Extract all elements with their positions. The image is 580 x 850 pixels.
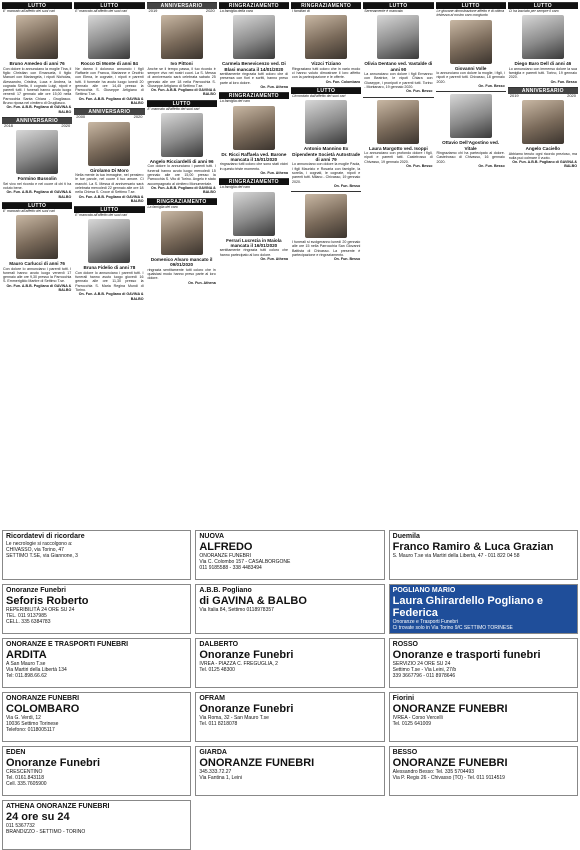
obituary-column [508, 2, 578, 524]
ad-line: Tel. 0125 48300 [199, 667, 235, 673]
funeral-home-ad [389, 638, 578, 688]
year-to: 2020 [133, 114, 143, 120]
funeral-home-signature: On. Fun. A.B.B. Pogliano di GAVINA & BALBO [512, 160, 577, 169]
ad-line: 10036 Settimo Torinese [6, 721, 59, 727]
obituary-notice [74, 2, 144, 105]
year-from: 2019 [148, 8, 158, 13]
ad-line: A San Mauro T.se [6, 661, 46, 667]
ad-line: Ricordatevi di ricordare [6, 533, 85, 540]
portrait-photo [161, 211, 203, 255]
funeral-home-signature: On. Fun. A.B.B. Pogliano di GAVINA & BALBO [78, 194, 144, 203]
notice-text: I funerali si svolgeranno lunedì 20 gennaio alle ore 15 nella Parrocchia San Giovanni Battista di Chivasso. La presente è partecipazione e ringraziamento. [292, 240, 361, 258]
ad-line: Telefono: 0118005117 [6, 727, 55, 733]
ad-line: CRESCENTINO [6, 769, 43, 775]
funeral-home-signature: On. Fun. A.B.B. Pogliano di GAVINA & BALBO [151, 88, 216, 97]
deceased-name: Bruna Fidelio di anni 78 [83, 265, 136, 271]
advertising-section [2, 530, 578, 835]
notice-intro: E' mancato all'affetto dei suoi cari [75, 9, 128, 13]
notice-intro: E' mancato all'affetto dei suoi cari [147, 106, 200, 111]
ad-line: Onoranze Funebri [199, 703, 294, 715]
obituary-notice [74, 206, 144, 301]
ad-line: Cell. 335.7605900 [6, 781, 47, 787]
obituary-column [363, 2, 433, 524]
funeral-home-ad [195, 746, 384, 796]
funeral-home-signature: On. Fun. Besso [478, 83, 505, 88]
deceased-name: Giovanni Volle [454, 65, 487, 71]
funeral-home-signature: On. Fun. A.B.B. Pogliano di GAVINA & BALBO [6, 190, 72, 199]
ad-line: REPERIBILITÀ 24 ORE SU 24 [6, 607, 75, 613]
obituary-notice [74, 108, 144, 203]
year-to: 2020 [205, 8, 215, 13]
ad-line: COLOMBARO [6, 703, 80, 715]
ad-line: ONORANZE FUNEBRI [6, 695, 80, 702]
ad-line: POGLIANO MARIO [392, 587, 456, 594]
funeral-home-ad [195, 692, 384, 742]
notice-header: LUTTO [74, 3, 144, 9]
funeral-home-signature: On. Fun. Besso [406, 89, 433, 94]
portrait-photo [305, 15, 347, 59]
funeral-home-signature: On. Fun. Athena [188, 280, 216, 285]
deceased-name: Olivia Dentano ved. Vastalde di anni 90 [364, 61, 433, 72]
ad-line: Ci trovate solo in Via Torino 9/C SETTIMO TORINESE [392, 625, 513, 631]
ad-line: Tel: 011.898.66.62 [6, 673, 47, 679]
ad-line: Via C. Colombo 157 - CASALBORGONE [199, 559, 291, 565]
ad-line: Via Italia 84, Settimo 0118978357 [199, 607, 274, 613]
deceased-name: Rocco Di Monte di anni 84 [80, 61, 138, 67]
obituary-notice [508, 87, 578, 169]
ad-line: Laura Ghirardello Pogliano e Federica [392, 595, 544, 619]
year-from: 2000 [76, 114, 86, 120]
obituary-notice [363, 2, 433, 94]
notice-intro: Circondato dall'affetto dei suoi cari [292, 93, 346, 98]
portrait-photo [450, 20, 492, 64]
ad-line: Tel. 0161.843118 [6, 775, 44, 781]
obituary-column [219, 2, 289, 524]
obituary-notice [291, 191, 361, 261]
notice-header: RINGRAZIAMENTO [147, 199, 217, 205]
notice-text: Con dolore lo annunciano i parenti tutti. I funerali hanno avuto luogo venerdì 17 gennaio alle ore 9,30 presso la Parrocchia S. Emmerigildo Martire di Settimo T.se. [3, 266, 72, 284]
ad-line: Via G. Verdi, 12 [6, 715, 41, 721]
funeral-home-signature: On. Fun. Besso [333, 257, 361, 262]
obituary-notice [436, 91, 506, 168]
portrait-photo [16, 215, 58, 259]
ad-line: ONORANZE FUNEBRI [392, 757, 508, 769]
obituary-notice [291, 2, 361, 84]
portrait-photo [522, 15, 564, 59]
anniversary-years [74, 115, 144, 119]
notice-text: Ringraziamo chi ha partecipato al dolore. Castelrosso di Chivasso, 16 gennaio 2020. [436, 151, 505, 164]
year-from: 2018 [4, 122, 13, 128]
notice-header: RINGRAZIAMENTO [291, 3, 361, 9]
ad-line: ONORANZE FUNEBRI [199, 553, 251, 559]
funeral-home-ad [389, 692, 578, 742]
deceased-name: Diego Baro Dell di anni 46 [514, 61, 572, 67]
ad-line: Onoranze e trasporti funebri [392, 649, 541, 661]
notice-intro: E' mancata all'affetto dei suoi cari [75, 213, 128, 218]
funeral-home-signature: On. Fun. A.B.B. Pogliano di GAVINA & BALBO [78, 292, 144, 301]
deceased-name: Girolamo Di Moro [90, 167, 129, 173]
notice-text: Abbiamo tenuto ogni ricordo prezioso, ma nulla può colmare il vuoto. [508, 151, 577, 160]
year-from: 2019 [509, 92, 519, 98]
deceased-name: Antonio Mannino Ex Dipendente Società Autostrade di anni 79 [292, 146, 361, 162]
ad-line: Onoranze Funebri [6, 757, 101, 769]
funeral-home-ad [195, 584, 384, 634]
notice-text: ringrazia sentitamente tutti coloro che in qualsiasi modo hanno preso parte al loro dolore. [147, 267, 216, 281]
ad-line: IVREA - PIAZZA C. FREGUGLIA, 2 [199, 661, 278, 667]
ad-line: Onoranze Funebri [6, 587, 66, 594]
deceased-name: Ferrari Lucrezia in Maiola mancata il 16/01/2020 [226, 237, 282, 248]
funeral-home-signature: On. Fun. Athena [260, 171, 288, 175]
ad-line: DALBERTO [199, 641, 239, 648]
notice-header: ANNIVERSARIO [147, 3, 217, 9]
portrait-photo [377, 15, 419, 59]
ad-line: Via Martiri della Libertà 134 [6, 667, 67, 673]
year-to: 2020 [61, 122, 71, 128]
notice-intro: Le giovane dimostrazione affetto è di ottima tristezza al nostro caro congiunto [436, 9, 505, 18]
notice-header: LUTTO [508, 3, 578, 9]
ad-line: ONORANZE E TRASPORTI FUNEBRI [6, 641, 129, 648]
deceased-name: Formino Bussolin [17, 176, 57, 182]
funeral-home-signature: On. Fun. Besso [406, 163, 433, 168]
notice-text: lo annunciano con dolore la moglie, i figli, i nipoti e parenti tutti. Chivasso, 18 gennaio 2020. [436, 71, 505, 84]
portrait-photo [233, 15, 275, 59]
notice-text: Anche se il tempo passa, il tuo ricordo è sempre vivo nei nostri cuori. La S. Messa di anniversario sarà celebrata sabato 25 gennaio alle ore 18 nella Parrocchia S. Giuseppe Artigiano di Settimo T.se. [147, 66, 216, 88]
funeral-home-signature: On. Fun. Colombaro [325, 79, 361, 84]
anniversary-years [147, 9, 217, 13]
notice-header: LUTTO [74, 207, 144, 213]
portrait-photo [377, 100, 419, 144]
funeral-home-ad [389, 746, 578, 796]
ad-line: TEL. 011 9137985 [6, 613, 47, 619]
ad-line: ALFREDO [199, 541, 253, 553]
obituary-notice [219, 2, 289, 89]
notice-intro: La famiglia del caro [219, 185, 251, 190]
ad-line: 011 9185588 - 338 4483494 [199, 565, 262, 571]
deceased-name: Vizzci Tiziano [311, 61, 341, 67]
notice-intro: La famiglia del caro [219, 99, 251, 104]
notice-text: ringraziano tutti coloro che sono stati vicini in questo triste momento. [219, 162, 288, 171]
obituary-notice [508, 2, 578, 84]
ad-line: Alessandro Besso: Tel. 335 5704493 [392, 769, 475, 775]
notice-text: La annunciano con dolore i figli Ermanno con Beatrice, le nipoti Chiara con Giuseppe, i pronipoti e parenti tutti. Torino - Montanaro, 19 gennaio 2020. [364, 72, 433, 89]
notice-text: sentitamente ringrazia tutti coloro che di presenza con fiori e scritti, hanno preso parte al loro dolore. [219, 72, 288, 85]
ad-line: Via Fantina 1, Leini [199, 775, 243, 781]
obituary-column [291, 2, 361, 524]
ad-line: GIARDA [199, 749, 227, 756]
notice-header: LUTTO [363, 3, 433, 9]
ad-line: Settimo T.se - Via Leini, 27/b [392, 667, 457, 673]
ad-line: ATHENA ONORANZE FUNEBRI [6, 803, 110, 810]
deceased-name: Mauro Carlucci di anni 76 [9, 261, 65, 267]
ad-line: Via P. Regis 26 - Chivasso (TO) - Tel. 011 9114519 [392, 775, 505, 781]
funeral-home-signature: On. Fun. Athena [260, 257, 288, 261]
obituary-notice [291, 87, 361, 188]
notice-header: LUTTO [147, 101, 217, 107]
ad-line: IVREA - Corso Vercelli [392, 715, 443, 721]
notice-text: Lo annunciano con dolore la moglie Paola, i figli Maurizio e Rosaria con famiglie, la sorella, i cognati, le cognate, nipoti e parenti tutti. Milano - Chivasso, 19 gennaio 2020. [292, 162, 361, 184]
ad-line: Fiorini [392, 695, 415, 702]
ad-line: SERVIZIO 24 ORE SU 24 [392, 661, 451, 667]
notice-intro: Ci ha lasciato per sempre il caro [508, 9, 559, 13]
funeral-home-ad [2, 584, 191, 634]
funeral-home-ad [2, 638, 191, 688]
funeral-home-signature: On. Fun. A.B.B. Pogliano di GAVINA & BALBO [6, 105, 72, 114]
ad-line: ONORANZE FUNEBRI [199, 757, 315, 769]
obituary-column [2, 2, 72, 524]
ad-line: BESSO [392, 749, 418, 756]
notice-intro: La famiglia del caro [147, 204, 178, 209]
portrait-photo [305, 194, 347, 238]
ad-line: 011 5367732 [6, 823, 35, 829]
portrait-photo [16, 15, 58, 59]
obituary-notice [436, 2, 506, 88]
deceased-name: Domenico Alvaro mancato il 09/01/2020 [150, 256, 213, 268]
notice-text: Ringraziano tutti coloro che in vario modo ci hanno voluto dimostrare il loro affetto con la partecipazione e le offerte. [292, 66, 361, 80]
funeral-home-ad [195, 530, 384, 580]
ad-line: BRANDIZZO - SETTIMO - TORINO [6, 829, 86, 835]
notice-intro: Serenamente è mancata [364, 9, 403, 13]
notice-header: LUTTO [436, 3, 506, 9]
notice-header: LUTTO [2, 203, 72, 209]
obituary-notice [219, 92, 289, 175]
ad-line: Via Roma, 32 - San Mauro T.se [199, 715, 269, 721]
obituary-column [436, 2, 506, 524]
notice-header: ANNIVERSARIO [508, 88, 578, 94]
ad-line: Onoranze e Trasporti Funebri [392, 619, 458, 625]
deceased-name: Angelo Caciello [525, 146, 561, 152]
funeral-home-signature: On. Fun. Athena [260, 85, 288, 89]
notice-header: RINGRAZIAMENTO [219, 93, 289, 99]
notice-text: Ne danno il doloroso annuncio i figli Raffaele con Franca, Marianne e Onofrio con Elena, le cognate, i nipoti e parenti tutti. Il funerale ha avuto luogo lunedì 20 gennaio alle ore 14,45 presso la Parrocchia S. Giuseppe Artigiano di Settimo T.se. [75, 66, 144, 97]
funeral-home-ad [2, 746, 191, 796]
notice-text: Lo annunciano con profondo dolore i figli, nipoti e parenti tutti. Castelrosso di Chivasso, 19 gennaio 2020. [364, 151, 433, 164]
funeral-home-ad [2, 692, 191, 742]
funeral-home-ad [195, 638, 384, 688]
ad-line: ONORANZE FUNEBRI [392, 703, 508, 715]
deceased-name: Dr. Ricci Raffaela ved. Barone mancata il 15/01/2020 [221, 151, 287, 162]
ad-line: 339 3667796 - 011 8978646 [392, 673, 456, 679]
notice-text: sentitamente ringrazia tutti coloro che hanno partecipato al loro dolore. [219, 248, 288, 257]
funeral-home-signature: On. Fun. Besso [550, 79, 577, 84]
ad-line: Onoranze Funebri [199, 649, 294, 661]
notice-intro: E' mancato all'affetto dei suoi cari [3, 208, 55, 213]
obituary-notice [219, 178, 289, 261]
obituary-notice [2, 2, 72, 114]
ad-line: ROSSO [392, 641, 418, 648]
deceased-name: Ottavio Dell'Agostino ved. Vitale [442, 140, 500, 151]
obituary-column [74, 2, 144, 524]
ad-line: 345.333.72.27 [199, 769, 232, 775]
ad-line: Duemila [392, 533, 420, 540]
portrait-photo [305, 100, 347, 144]
funeral-home-ad [389, 584, 578, 634]
portrait-photo [16, 130, 58, 174]
obituary-notice [2, 117, 72, 199]
obituary-notice [147, 2, 217, 97]
ad-line: 24 ore su 24 [6, 811, 70, 823]
ad-line: S. Mauro T.se via Martiri della Libertà, 47 - 011 822 04 58 [392, 553, 520, 559]
notice-text: Con dolore lo annunciano la moglie Tina, il figlio Christian con Emanuela, il figlio Manuel con Mariangela, i nipoti Nicholas, Alessandro, Cristina, Luca e Andrea, la cognata Sirelta, il cognato Luigi, nipoti e parenti tutti. I funerali hanno avuto luogo venerdì 17 gennaio alle ore 15,00 nella Parrocchia Santa Chiara - Grugliasco. Bruno riposa nel cimitero di Grugliasco. [3, 66, 72, 106]
funeral-home-signature: On. Fun. Besso [478, 163, 505, 168]
notice-intro: La famiglia della cara [219, 9, 253, 13]
deceased-name: Angelo Ricciardelli di anni 96 [149, 159, 214, 165]
obituary-notice [147, 100, 217, 195]
ad-line: CELL. 335 6384783 [6, 619, 51, 625]
ad-line: Seforis Roberto [6, 595, 89, 607]
obituary-notice [363, 97, 433, 169]
ad-line: SETTIMO T.SE, via Giannone, 3 [6, 553, 78, 559]
portrait-photo [233, 192, 275, 236]
portrait-photo [88, 122, 130, 166]
notice-text: Sei vivo nel ricordo e nel cuore di chi ti ha voluto bene. [3, 181, 72, 190]
anniversary-years [2, 124, 72, 128]
ad-line: ARDITA [6, 649, 47, 661]
obituary-column [147, 2, 217, 524]
portrait-photo [88, 15, 130, 59]
funeral-home-signature: On. Fun. A.B.B. Pogliano di GAVINA & BALBO [151, 185, 216, 195]
obituary-grid [2, 2, 578, 524]
notice-text: Con dolore lo annunciano i parenti tutti. I funerali hanno avuto luogo mercoledì 15 gennaio alle ore 15,00 presso la Parrocchia S. Vito di Torino. Angelo è stato accompagnato al cimitero Monumentale. [147, 164, 216, 186]
funeral-home-signature: On. Fun. Besso [333, 183, 361, 188]
ad-line: Franco Ramiro & Luca Grazian [392, 541, 554, 553]
notice-header: LUTTO [2, 3, 72, 9]
funeral-home-ad [389, 530, 578, 580]
ad-line: NUOVA [199, 533, 225, 540]
ad-line: EDEN [6, 749, 26, 756]
deceased-name: Bruno Amedeo di anni 76 [9, 61, 65, 67]
portrait-photo [233, 106, 275, 150]
ad-line: Le necrologie si raccolgono a: [6, 541, 73, 547]
notice-intro: E' mancato all'affetto dei suoi cari [3, 9, 55, 13]
obituary-notice [2, 202, 72, 292]
ad-line: Tel. 0125 641009 [392, 721, 432, 727]
funeral-home-ad [2, 530, 191, 580]
deceased-name: Carmela Benevicenzo ved. Di Blasi mancata il 14/01/2020 [221, 61, 286, 72]
funeral-home-signature: On. Fun. A.B.B. Pogliano di GAVINA & BALBO [78, 96, 144, 106]
year-to: 2020 [567, 92, 576, 98]
ad-line: OFRAM [199, 695, 225, 702]
portrait-photo [161, 15, 203, 59]
deceased-name: Laura Margotto ved. Isoppi [369, 145, 428, 151]
notice-intro: I familiari di [292, 9, 310, 13]
ad-line: A.B.B. Pogliano [199, 587, 252, 594]
notice-text: Con dolore lo annunciano i parenti tutti. I funerali hanno avuto luogo giovedì 16 gennaio alle ore 11,30 presso la Parrocchia S. Maria Regina Mundi di Torino. [75, 270, 144, 293]
portrait-photo [88, 219, 130, 263]
portrait-photo [450, 94, 492, 138]
funeral-home-ad [2, 800, 191, 850]
ad-line: Tel. 011 8218078 [199, 721, 238, 727]
notice-header: RINGRAZIAMENTO [219, 3, 289, 9]
notice-text: Nella mente la tua immagine, nel pensiero le tue parole, nel cuore il tuo amore. Ci manchi. La S. Messa di anniversario sarà celebrata mercoledì 22 gennaio alle ore 18 nella Chiesa S. Croce di Settimo T.se. [75, 173, 144, 195]
notice-header: RINGRAZIAMENTO [219, 179, 289, 185]
portrait-photo [161, 113, 203, 157]
notice-header: ANNIVERSARIO [2, 118, 72, 124]
obituary-notice [147, 198, 217, 285]
anniversary-years [508, 94, 578, 98]
funeral-home-signature: On. Fun. A.B.B. Pogliano di GAVINA & BALBO [6, 283, 72, 293]
notice-header: LUTTO [291, 88, 361, 94]
portrait-photo [522, 100, 564, 144]
ad-line: CHIVASSO, via Torino, 47 [6, 547, 64, 553]
ad-line: di GAVINA & BALBO [199, 595, 307, 607]
notice-header: ANNIVERSARIO [74, 109, 144, 115]
deceased-name: Ivo Pittoni [170, 61, 193, 67]
notice-text: Lo annunciano con immenso dolore la sua famiglia e parenti tutti. Torino, 19 gennaio 2020. [508, 66, 577, 80]
